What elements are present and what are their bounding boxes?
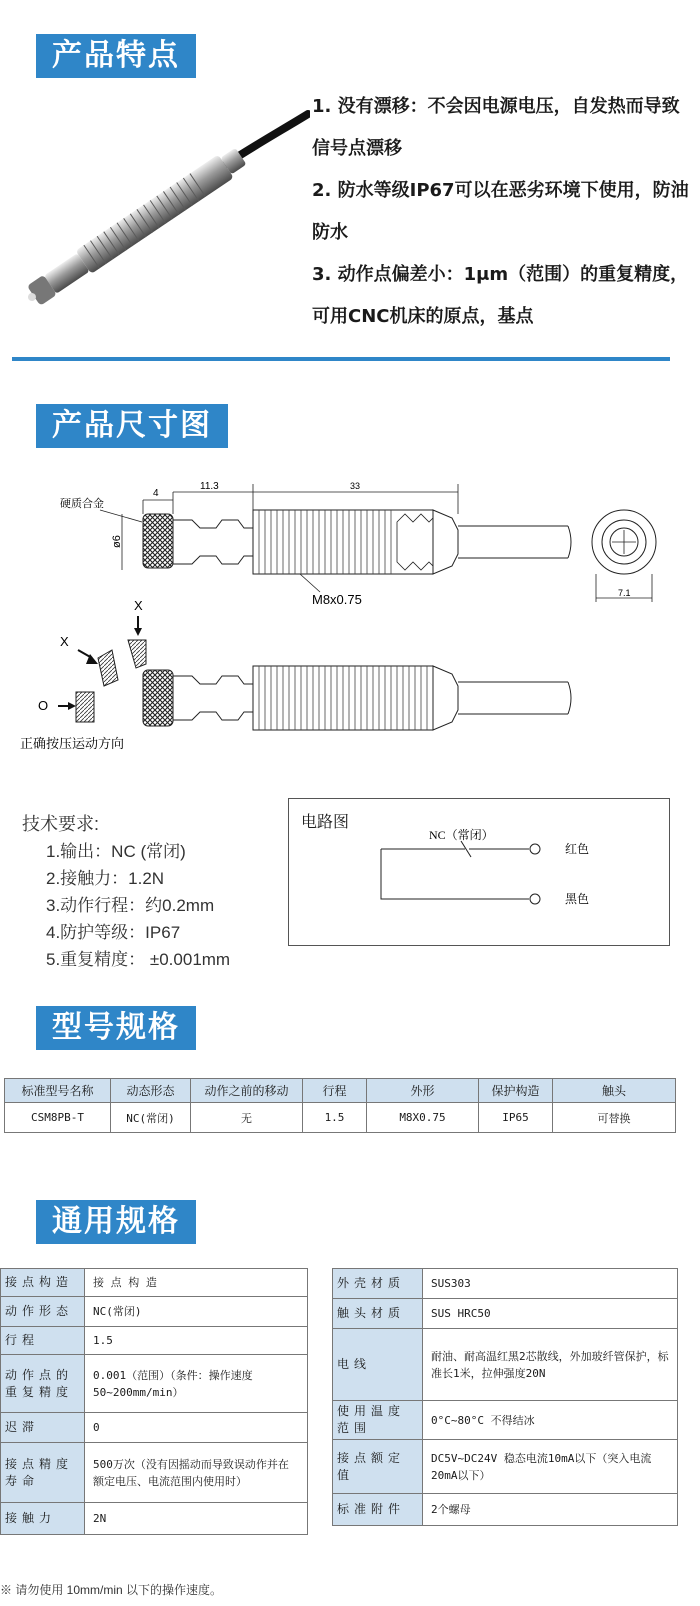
table-row bbox=[333, 1269, 678, 1299]
mark-o: O bbox=[38, 698, 49, 713]
spec-value: 2个螺母 bbox=[423, 1494, 678, 1526]
spec-key: 电线 bbox=[333, 1329, 423, 1401]
tech-item: 4.防护等级：IP67 bbox=[46, 923, 181, 942]
feature-item: 2. 防水等级IP67可以在恶劣环境下使用，防油防水 bbox=[312, 180, 689, 243]
table-row bbox=[5, 1103, 676, 1133]
spec-value: 耐油、耐高温红黑2芯散线，外加玻纤管保护，标准长1米，拉伸强度20N bbox=[423, 1329, 678, 1401]
general-spec-table-left bbox=[0, 1268, 308, 1535]
table-header: 外形 bbox=[367, 1079, 479, 1103]
spec-value: SUS HRC50 bbox=[423, 1299, 678, 1329]
tech-item: 2.接触力：1.2N bbox=[46, 869, 165, 888]
dimension-drawing bbox=[0, 470, 700, 770]
dim-4: 4 bbox=[153, 488, 159, 499]
spec-value: 0°C~80°C 不得结冰 bbox=[423, 1401, 678, 1440]
table-row bbox=[333, 1329, 678, 1401]
spec-key: 动作点的重复精度 bbox=[1, 1355, 85, 1413]
tech-requirements bbox=[22, 810, 282, 973]
table-cell: 1.5 bbox=[303, 1103, 367, 1133]
table-header: 保护构造 bbox=[479, 1079, 553, 1103]
table-header: 行程 bbox=[303, 1079, 367, 1103]
section-divider bbox=[12, 357, 670, 361]
general-spec-table-right bbox=[332, 1268, 678, 1526]
spec-key: 接触力 bbox=[1, 1503, 85, 1535]
section-title-features: 产品特点 bbox=[36, 34, 196, 78]
spec-key: 行程 bbox=[1, 1327, 85, 1355]
feature-item: 3. 动作点偏差小：1μm（范围）的重复精度，可用CNC机床的原点，基点 bbox=[312, 264, 689, 327]
section-title-general: 通用规格 bbox=[36, 1200, 196, 1244]
features-list bbox=[312, 86, 692, 338]
circuit-schematic bbox=[289, 799, 669, 945]
table-row bbox=[1, 1355, 308, 1413]
mark-x-left: X bbox=[60, 634, 69, 649]
table-row bbox=[333, 1401, 678, 1440]
circuit-nc-label: NC（常闭） bbox=[429, 828, 494, 842]
spec-key: 使用温度范围 bbox=[333, 1401, 423, 1440]
table-row bbox=[333, 1494, 678, 1526]
label-thread: M8x0.75 bbox=[312, 592, 362, 607]
spec-value: DC5V~DC24V 稳态电流10mA以下（突入电流20mA以下） bbox=[423, 1440, 678, 1494]
table-row bbox=[1, 1297, 308, 1327]
table-row bbox=[333, 1440, 678, 1494]
table-header-row bbox=[5, 1079, 676, 1103]
tech-item: 1.输出：NC (常闭) bbox=[46, 842, 186, 861]
dim-11-3: 11.3 bbox=[200, 481, 219, 492]
table-header: 动作之前的移动 bbox=[191, 1079, 303, 1103]
circuit-black-label: 黑色 bbox=[565, 892, 590, 906]
spec-key: 标准附件 bbox=[333, 1494, 423, 1526]
section-title-dimensions: 产品尺寸图 bbox=[36, 404, 228, 448]
table-cell: IP65 bbox=[479, 1103, 553, 1133]
table-row bbox=[1, 1443, 308, 1503]
section-title-model: 型号规格 bbox=[36, 1006, 196, 1050]
tech-item: 5.重复精度： ±0.001mm bbox=[46, 950, 231, 969]
spec-value: 1.5 bbox=[85, 1327, 308, 1355]
dim-33: 33 bbox=[350, 481, 361, 491]
table-header: 标准型号名称 bbox=[5, 1079, 111, 1103]
feature-item: 1. 没有漂移：不会因电源电压，自发热而导致信号点漂移 bbox=[312, 96, 680, 159]
table-cell: NC(常闭) bbox=[111, 1103, 191, 1133]
dim-phi6: ø6 bbox=[111, 535, 123, 548]
spec-key: 接点精度寿命 bbox=[1, 1443, 85, 1503]
label-press-direction: 正确按压运动方向 bbox=[20, 736, 125, 751]
spec-key: 迟滞 bbox=[1, 1413, 85, 1443]
tech-item: 3.动作行程：约0.2mm bbox=[46, 896, 215, 915]
circuit-diagram bbox=[288, 798, 670, 946]
spec-key: 外壳材质 bbox=[333, 1269, 423, 1299]
table-header: 动态形态 bbox=[111, 1079, 191, 1103]
dim-7-1: 7.1 bbox=[618, 588, 631, 598]
sensor-photo bbox=[20, 100, 310, 310]
table-row bbox=[1, 1269, 308, 1297]
spec-value: 接 点 构 造 bbox=[85, 1269, 308, 1297]
model-table bbox=[4, 1078, 676, 1133]
spec-key: 动作形态 bbox=[1, 1297, 85, 1327]
table-row bbox=[1, 1503, 308, 1535]
circuit-red-label: 红色 bbox=[565, 842, 590, 856]
table-row bbox=[1, 1413, 308, 1443]
spec-value: NC(常闭) bbox=[85, 1297, 308, 1327]
spec-value: 500万次（没有因摇动而导致误动作并在额定电压、电流范围内使用时） bbox=[85, 1443, 308, 1503]
table-cell: CSM8PB-T bbox=[5, 1103, 111, 1133]
table-row bbox=[1, 1327, 308, 1355]
spec-value: 0 bbox=[85, 1413, 308, 1443]
label-alloy: 硬质合金 bbox=[60, 498, 104, 510]
table-cell: M8X0.75 bbox=[367, 1103, 479, 1133]
spec-key: 接点构造 bbox=[1, 1269, 85, 1297]
spec-key: 触头材质 bbox=[333, 1299, 423, 1329]
usage-note: ※ 请勿使用 10mm/min 以下的操作速度。 bbox=[0, 1583, 223, 1597]
spec-value: 2N bbox=[85, 1503, 308, 1535]
table-cell: 无 bbox=[191, 1103, 303, 1133]
mark-x-top: X bbox=[134, 598, 143, 613]
table-cell: 可替换 bbox=[553, 1103, 676, 1133]
spec-key: 接点额定值 bbox=[333, 1440, 423, 1494]
circuit-title: 电路图 bbox=[301, 814, 350, 831]
table-row bbox=[333, 1299, 678, 1329]
spec-value: 0.001（范围）（条件：操作速度50~200mm/min） bbox=[85, 1355, 308, 1413]
table-header: 触头 bbox=[553, 1079, 676, 1103]
spec-value: SUS303 bbox=[423, 1269, 678, 1299]
tech-title: 技术要求: bbox=[22, 814, 100, 834]
